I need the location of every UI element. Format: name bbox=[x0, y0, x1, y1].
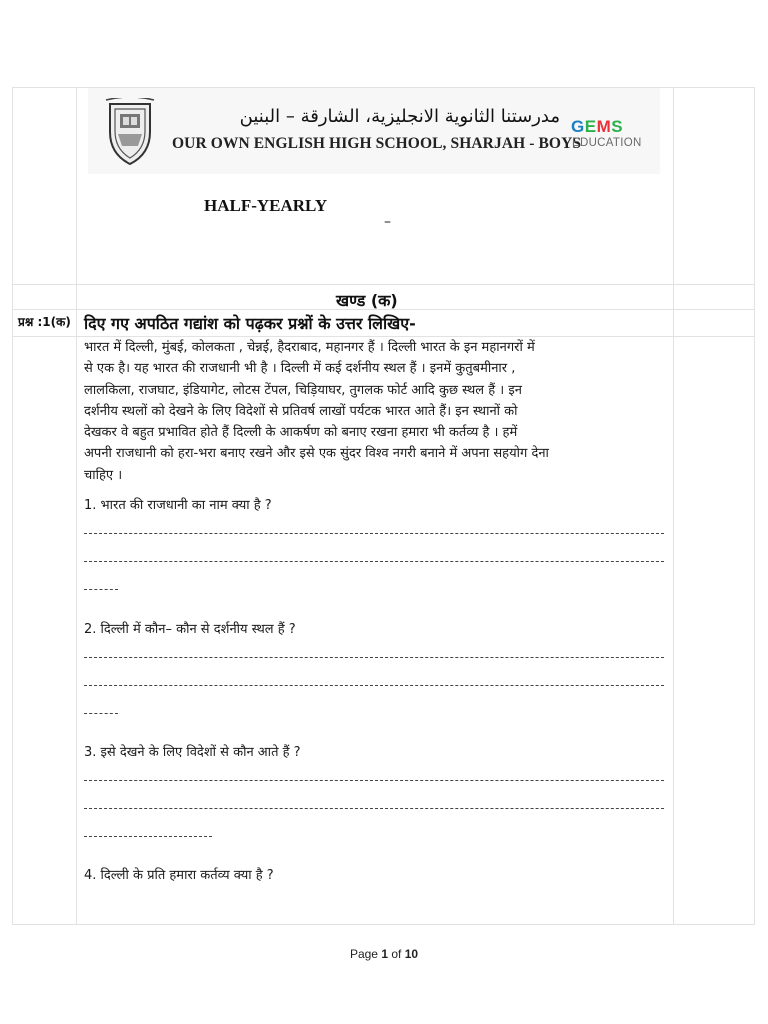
page-of: of bbox=[388, 947, 405, 961]
section-title: खण्ड (क) bbox=[336, 291, 398, 310]
sub-question-4: 4. दिल्ली के प्रति हमारा कर्तव्य क्या है ? bbox=[84, 868, 274, 883]
answer-line[interactable] bbox=[84, 836, 212, 837]
gems-logo-letter: E bbox=[584, 117, 597, 136]
page-current: 1 bbox=[381, 947, 388, 961]
answer-line[interactable] bbox=[84, 808, 664, 809]
sub-question-3: 3. इसे देखने के लिए विदेशों से कौन आते हैं ? bbox=[84, 745, 301, 760]
answer-line[interactable] bbox=[84, 713, 118, 714]
exam-title: HALF-YEARLY bbox=[204, 196, 328, 215]
page-number-footer bbox=[0, 947, 768, 961]
school-crest-icon bbox=[104, 98, 156, 168]
gems-logo-letter: G bbox=[571, 117, 585, 136]
sub-question-2: 2. दिल्ली में कौन– कौन से दर्शनीय स्थल हैं ? bbox=[84, 622, 296, 637]
answer-line[interactable] bbox=[84, 561, 664, 562]
question-number-label: प्रश्न :1(क) bbox=[18, 315, 71, 329]
passage-line: से एक है। यह भारत की राजधानी भी है । दिल्ली में कई दर्शनीय स्थल हैं । इनमें कुतुबमीनार , bbox=[84, 361, 516, 377]
passage-line: अपनी राजधानी को हरा-भरा बनाए रखने और इसे एक सुंदर विश्व नगरी बनाने में अपना सहयोग देना bbox=[84, 446, 549, 462]
answer-line[interactable] bbox=[84, 589, 118, 590]
school-name-english: OUR OWN ENGLISH HIGH SCHOOL, SHARJAH - BOYS bbox=[172, 135, 582, 152]
passage-line: दर्शनीय स्थलों को देखने के लिए विदेशों से प्रतिवर्ष लाखों पर्यटक भारत आते हैं। इन स्थानों को bbox=[84, 403, 518, 419]
passage-line: चाहिए । bbox=[84, 467, 123, 483]
question-instruction: दिए गए अपठित गद्यांश को पढ़कर प्रश्नों के उत्तर लिखिए- bbox=[84, 314, 416, 333]
answer-line[interactable] bbox=[84, 533, 664, 534]
exam-subtitle-dash: – bbox=[384, 214, 391, 230]
answer-line[interactable] bbox=[84, 780, 664, 781]
page-prefix: Page bbox=[349, 947, 382, 961]
passage-line: देखकर वे बहुत प्रभावित होते हैं दिल्ली के आकर्षण को बनाए रखना हमारा भी कर्तव्य है । हमें bbox=[84, 425, 518, 441]
sub-question-1: 1. भारत की राजधानी का नाम क्या है ? bbox=[84, 498, 272, 513]
reading-passage bbox=[84, 337, 674, 486]
answer-line[interactable] bbox=[84, 657, 664, 658]
school-name-arabic: مدرستنا الثانوية الانجليزية، الشارقة – البنين bbox=[239, 106, 560, 127]
gems-logo-subtitle: EDUCATION bbox=[572, 137, 642, 149]
gems-logo-letter: M bbox=[596, 117, 612, 136]
passage-line: भारत में दिल्ली, मुंबई, कोलकता , चेन्नई, हैदराबाद, महानगर हैं । दिल्ली भारत के इन महानगरों में bbox=[84, 340, 535, 355]
answer-line[interactable] bbox=[84, 685, 664, 686]
gems-logo bbox=[571, 118, 623, 135]
page-total: 10 bbox=[404, 947, 419, 961]
gems-logo-letter: S bbox=[611, 117, 624, 136]
passage-line: लालकिला, राजघाट, इंडियागेट, लोटस टेंपल, चिड़ियाघर, तुगलक फोर्ट आदि कुछ स्थल हैं । इन bbox=[84, 382, 522, 398]
